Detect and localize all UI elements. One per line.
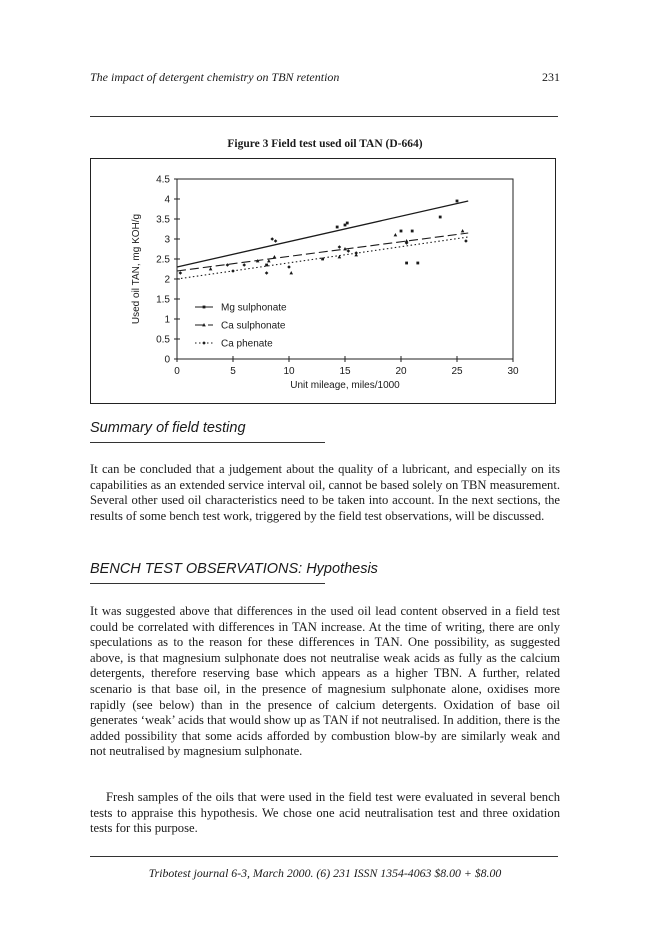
- y-tick-label: 1.5: [156, 294, 170, 306]
- ca-phenate-point: [231, 269, 235, 273]
- hypothesis-paragraph: It was suggested above that differences in the used oil lead content observed in a field test could be correlated with differences in TAN increase. At the time of writing, there are only speculations as to the reason for these differences in TAN. One possibility, as suggested above, is that magnesium sulphonate does not neutralise weak acids as fully as the calcium detergents, therefore reserving base which appears as a higher TBN. A further, related scenario is that base oil, in the presence of magnesium sulphonate alone, oxidises more rapidly (see below) than in the presence of calcium detergents. Oxidation of base oil generates ‘weak’ acids that would show up as TAN if not neutralised. In addition, there is the added possibility that some acids afforded by combustion blow-by are similarly weak and not neutralised by magnesium sulphonate.: [90, 604, 560, 759]
- y-tick-label: 1: [164, 314, 170, 326]
- y-axis-label: Used oil TAN, mg KOH/g: [131, 213, 142, 325]
- mg-sulphonate-point: [346, 222, 349, 225]
- legend-label-ca-phenate: Ca phenate: [221, 338, 273, 350]
- ca-sulphonate-point: [209, 267, 213, 270]
- section-underline-summary: [90, 442, 325, 443]
- mg-sulphonate-point: [456, 200, 459, 203]
- y-tick-label: 3: [164, 234, 170, 246]
- legend-marker-mg-sulphonate: [203, 306, 206, 309]
- ca-sulphonate-point: [394, 233, 398, 236]
- footer-citation: Tribotest journal 6-3, March 2000. (6) 231 ISSN 1354-4063 $8.00 + $8.00: [148, 866, 502, 880]
- x-tick-label: 0: [174, 366, 180, 377]
- mg-sulphonate-point: [416, 262, 419, 265]
- ca-phenate-point: [242, 263, 246, 267]
- legend-label-ca-sulphonate: Ca sulphonate: [221, 320, 286, 332]
- y-tick-label: 4: [164, 194, 170, 206]
- x-tick-label: 25: [451, 366, 463, 377]
- running-title: The impact of detergent chemistry on TBN retention: [90, 70, 340, 84]
- ca-sulphonate-point: [273, 255, 277, 258]
- section-heading-bench-test: BENCH TEST OBSERVATIONS: Hypothesis: [90, 561, 378, 577]
- footer-rule: [90, 856, 558, 857]
- figure-caption: Figure 3 Field test used oil TAN (D-664): [227, 138, 423, 150]
- ca-phenate-point: [265, 271, 269, 275]
- x-tick-label: 5: [230, 366, 236, 377]
- ca-phenate-point: [464, 239, 468, 243]
- mg-sulphonate-point: [411, 230, 414, 233]
- chart-frame: [90, 158, 556, 404]
- y-tick-label: 0.5: [156, 334, 170, 346]
- ca-sulphonate-point: [289, 271, 293, 274]
- x-axis-label: Unit mileage, miles/1000: [290, 380, 400, 391]
- plot-area: [177, 179, 513, 359]
- ca-phenate-point: [347, 249, 351, 253]
- y-tick-label: 4.5: [156, 174, 170, 186]
- x-tick-label: 15: [339, 366, 351, 377]
- ca-phenate-point: [354, 251, 358, 255]
- samples-paragraph: Fresh samples of the oils that were used in the field test were evaluated in several bench tests to appraise this hypothesis. We chose one acid neutralisation test and three oxidation tests for this purpose.: [90, 790, 560, 836]
- mg-sulphonate-point: [439, 216, 442, 219]
- y-tick-label: 0: [164, 354, 170, 366]
- mg-sulphonate-point: [400, 230, 403, 233]
- summary-paragraph: It can be concluded that a judgement about the quality of a lubricant, and especially on its capabilities as an extended service interval oil, cannot be based solely on TBN measurement. Several other used oil characteristics need to be taken into account. In the next sections, the results of some bench test work, triggered by the field test observations, will be discussed.: [90, 462, 560, 523]
- ca-phenate-point: [338, 245, 342, 249]
- y-tick-label: 3.5: [156, 214, 170, 226]
- mg-sulphonate-trend-line: [177, 201, 468, 267]
- x-tick-label: 20: [395, 366, 407, 377]
- x-tick-label: 30: [507, 366, 519, 377]
- section-underline-bench-test: [90, 583, 325, 584]
- ca-phenate-point: [274, 239, 278, 243]
- mg-sulphonate-point: [265, 264, 268, 267]
- mg-sulphonate-point: [336, 226, 339, 229]
- page-number: 231: [542, 70, 560, 84]
- running-head: [90, 70, 560, 86]
- section-heading-summary: Summary of field testing: [90, 420, 246, 436]
- y-tick-label: 2: [164, 274, 170, 286]
- ca-phenate-point: [270, 237, 274, 241]
- legend-label-mg-sulphonate: Mg sulphonate: [221, 302, 287, 314]
- header-rule: [90, 116, 558, 117]
- legend-marker-ca-phenate: [202, 341, 206, 345]
- ca-sulphonate-trend-line: [177, 233, 468, 271]
- ca-sulphonate-point: [461, 229, 465, 232]
- tan-chart: [91, 159, 555, 403]
- mg-sulphonate-point: [405, 262, 408, 265]
- ca-phenate-point: [179, 271, 183, 275]
- ca-phenate-point: [287, 265, 291, 269]
- x-tick-label: 10: [283, 366, 295, 377]
- y-tick-label: 2.5: [156, 254, 170, 266]
